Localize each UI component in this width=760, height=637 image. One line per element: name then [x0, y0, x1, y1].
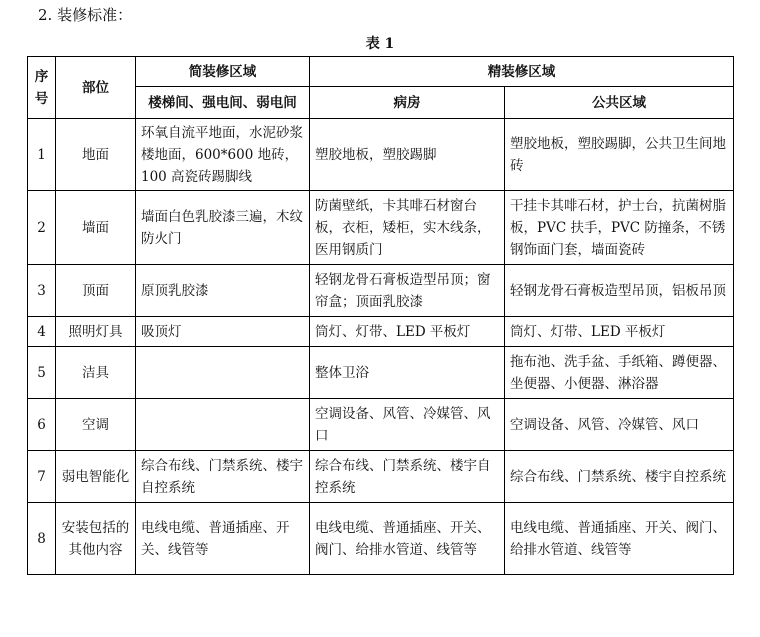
- cell-ward: 电线电缆、普通插座、开关、阀门、给排水管道、线管等: [310, 503, 505, 575]
- cell-public: 拖布池、洗手盆、手纸箱、蹲便器、坐便器、小便器、淋浴器: [505, 347, 734, 399]
- cell-part: 地面: [56, 119, 136, 191]
- cell-simple: [136, 399, 310, 451]
- header-simple-area: 简装修区域: [136, 57, 310, 87]
- header-no: 序号: [28, 57, 56, 119]
- cell-part: 安装包括的其他内容: [56, 503, 136, 575]
- cell-simple: 墙面白色乳胶漆三遍，木纹防火门: [136, 191, 310, 265]
- header-simple-sub: 楼梯间、强电间、弱电间: [136, 87, 310, 119]
- cell-no: 6: [28, 399, 56, 451]
- standards-table: [27, 56, 734, 575]
- cell-public: 干挂卡其啡石材，护士台，抗菌树脂板，PVC 扶手，PVC 防撞条，不锈钢饰面门套，墙面瓷砖: [505, 191, 734, 265]
- section-heading: 2. 装修标准：: [38, 6, 133, 24]
- cell-ward: 综合布线、门禁系统、楼宇自控系统: [310, 451, 505, 503]
- cell-ward: 空调设备、风管、冷媒管、风口: [310, 399, 505, 451]
- cell-public: 塑胶地板，塑胶踢脚，公共卫生间地砖: [505, 119, 734, 191]
- cell-ward: 塑胶地板，塑胶踢脚: [310, 119, 505, 191]
- table-row: [28, 265, 734, 317]
- cell-public: 综合布线、门禁系统、楼宇自控系统: [505, 451, 734, 503]
- cell-no: 7: [28, 451, 56, 503]
- cell-simple: 吸顶灯: [136, 317, 310, 347]
- cell-ward: 防菌壁纸，卡其啡石材窗台板，衣柜，矮柜，实木线条，医用钢质门: [310, 191, 505, 265]
- header-part: 部位: [56, 57, 136, 119]
- cell-simple: 环氧自流平地面，水泥砂浆楼地面，600*600 地砖，100 高瓷砖踢脚线: [136, 119, 310, 191]
- cell-part: 照明灯具: [56, 317, 136, 347]
- cell-public: 筒灯、灯带、LED 平板灯: [505, 317, 734, 347]
- cell-simple: 综合布线、门禁系统、楼宇自控系统: [136, 451, 310, 503]
- table-row: [28, 317, 734, 347]
- cell-part: 顶面: [56, 265, 136, 317]
- cell-no: 2: [28, 191, 56, 265]
- table-row: [28, 119, 734, 191]
- cell-ward: 轻钢龙骨石膏板造型吊顶；窗帘盒；顶面乳胶漆: [310, 265, 505, 317]
- header-fine-area: 精装修区域: [310, 57, 734, 87]
- cell-ward: 整体卫浴: [310, 347, 505, 399]
- cell-simple: 原顶乳胶漆: [136, 265, 310, 317]
- cell-simple: 电线电缆、普通插座、开关、线管等: [136, 503, 310, 575]
- cell-ward: 筒灯、灯带、LED 平板灯: [310, 317, 505, 347]
- cell-part: 弱电智能化: [56, 451, 136, 503]
- table-row: [28, 399, 734, 451]
- table-row: [28, 191, 734, 265]
- cell-part: 洁具: [56, 347, 136, 399]
- cell-simple: [136, 347, 310, 399]
- table-caption: 表 1: [365, 36, 395, 52]
- cell-public: 空调设备、风管、冷媒管、风口: [505, 399, 734, 451]
- cell-no: 5: [28, 347, 56, 399]
- table-row: [28, 347, 734, 399]
- cell-no: 3: [28, 265, 56, 317]
- cell-no: 1: [28, 119, 56, 191]
- cell-part: 墙面: [56, 191, 136, 265]
- header-ward: 病房: [310, 87, 505, 119]
- table-row: [28, 451, 734, 503]
- cell-part: 空调: [56, 399, 136, 451]
- cell-public: 电线电缆、普通插座、开关、阀门、给排水管道、线管等: [505, 503, 734, 575]
- header-public: 公共区域: [505, 87, 734, 119]
- cell-public: 轻钢龙骨石膏板造型吊顶，铝板吊顶: [505, 265, 734, 317]
- cell-no: 8: [28, 503, 56, 575]
- table-row: [28, 503, 734, 575]
- cell-no: 4: [28, 317, 56, 347]
